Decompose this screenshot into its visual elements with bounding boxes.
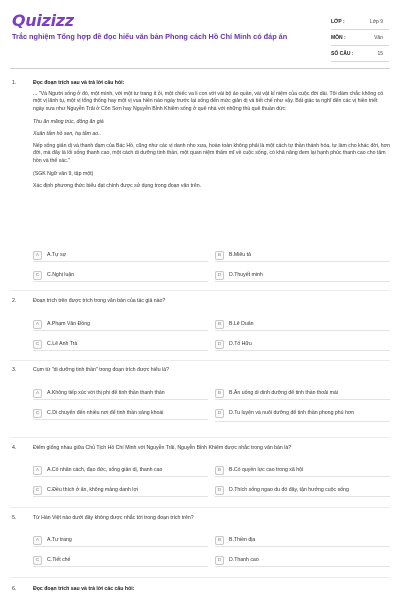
option-key-badge: C <box>33 556 42 565</box>
option-b[interactable]: B B.Ăn uống di dinh dưỡng để tinh thần thoải mái <box>215 387 390 400</box>
passage-paragraph: ... "Và Người sống ở đó, một mình, với một tư trang ít ỏi, một chiếc va li con với vài bộ áo quần, vài vật kỉ niệm của cuộc đời dài. Tôi dám chắc không có một vị lãnh tụ, một vị tổng thống hay một vị vua hiền nào ngày trước lại sống đến mức giản dị và tiết chế như vậy. Bất giác ta nghĩ đến các vị hiền triết ngày xưa như Nguyễn Trãi ở Côn Sơn hay Nguyễn Bỉnh Khiêm sống ở quê nhà với những thú quê thuần đức: <box>33 91 384 112</box>
option-key-badge: D <box>215 556 224 565</box>
question-divider <box>10 360 390 361</box>
option-a[interactable]: A A.Tư trang <box>33 534 208 547</box>
option-d[interactable]: D D.Tu luyện và nuôi dưỡng để tinh thần phong phú hơn <box>215 405 390 422</box>
question-prompt: Đoạn trích trên được trích trong văn bản của tác giả nào? <box>33 298 166 304</box>
question-prompt: Điểm giống nhau giữa Chủ Tịch Hồ Chí Minh với Nguyễn Trãi, Nguyễn Bỉnh Khiêm được nhắc trong văn bản là? <box>33 445 292 451</box>
option-key-badge: B <box>215 536 224 545</box>
option-key-badge: D <box>215 409 224 418</box>
option-key-badge: D <box>215 486 224 495</box>
option-d[interactable]: D D.Tố Hữu <box>215 338 390 351</box>
option-key-badge: A <box>33 536 42 545</box>
passage-verse: Thu ăn măng trúc, đông ăn giá <box>33 118 104 125</box>
page-title: Trắc nghiệm Tổng hợp đề đọc hiểu văn bản Phong cách Hồ Chí Minh có đáp án <box>12 32 288 41</box>
option-key-badge: D <box>215 271 224 280</box>
option-c[interactable]: C C.Tiết chế <box>33 554 208 567</box>
option-c[interactable]: C C.Đều thích ở ẩn, không màng danh lợi <box>33 484 208 497</box>
option-key-badge: A <box>33 466 42 475</box>
quiz-meta <box>331 14 389 62</box>
option-d[interactable]: D D.Thanh cao <box>215 554 390 567</box>
question-number: 6. <box>12 586 17 592</box>
option-key-badge: C <box>33 340 42 349</box>
option-b[interactable]: B B.Thiền địa <box>215 534 390 547</box>
question-number: 3. <box>12 367 17 373</box>
option-key-badge: D <box>215 340 224 349</box>
option-key-badge: B <box>215 320 224 329</box>
option-c[interactable]: C C.Lê Anh Trà <box>33 338 208 351</box>
option-a[interactable]: A A.Phạm Văn Đồng <box>33 318 208 331</box>
meta-question-count: SỐ CÂU : 15 <box>331 46 389 62</box>
question-divider <box>10 290 390 291</box>
header-divider <box>10 68 390 69</box>
option-d[interactable]: D D.Thuyết minh <box>215 269 390 282</box>
option-c[interactable]: C C.Di chuyển đến nhiều nơi để tinh thần sảng khoái <box>33 407 208 420</box>
question-prompt: Đọc đoạn trích sau và trả lời các câu hỏi: <box>33 586 135 592</box>
option-key-badge: B <box>215 251 224 260</box>
option-key-badge: A <box>33 251 42 260</box>
option-key-badge: B <box>215 466 224 475</box>
option-b[interactable]: B B.Lê Duẩn <box>215 318 390 331</box>
quizizz-logo: Quizizz <box>12 11 74 30</box>
question-prompt: Đọc đoạn trích sau và trả lời câu hỏi: <box>33 80 125 86</box>
meta-subject: MÔN : Văn <box>331 30 389 46</box>
question-divider <box>10 577 390 578</box>
option-b[interactable]: B B.Miêu tả <box>215 249 390 262</box>
question-number: 4. <box>12 445 17 451</box>
option-a[interactable]: A A.Không tiếp xúc với thị phi để tinh thần thanh thản <box>33 387 208 400</box>
option-key-badge: B <box>215 389 224 398</box>
option-key-badge: C <box>33 271 42 280</box>
option-c[interactable]: C C.Nghị luận <box>33 269 208 282</box>
option-b[interactable]: B B.Có quyền lực cao trong xã hội <box>215 464 390 477</box>
option-key-badge: A <box>33 389 42 398</box>
option-key-badge: C <box>33 486 42 495</box>
option-d[interactable]: D D.Thích sống ngao du đó đây, tận hưởng cuộc sống <box>215 484 390 497</box>
option-key-badge: C <box>33 409 42 418</box>
option-a[interactable]: A A.Có nhân cách, đạo đức, sống giản dị, thanh cao <box>33 464 208 477</box>
question-number: 1. <box>12 80 17 86</box>
question-number: 2. <box>12 298 17 304</box>
option-key-badge: A <box>33 320 42 329</box>
meta-grade: LỚP : Lớp 9 <box>331 14 389 30</box>
passage-verse: Xuân tắm hồ sen, hạ tắm ao.. <box>33 131 102 138</box>
passage-source: (SGK Ngữ văn 9, tập một) <box>33 170 94 177</box>
question-prompt: Từ Hán Việt nào dưới đây không được nhắc tới trong đoạn trích trên? <box>33 515 194 521</box>
question-prompt: Cụm từ "di dưỡng tinh thần" trong đoạn trích được hiểu là? <box>33 367 169 373</box>
question-ask: Xác định phương thức biểu đạt chính được sử dụng trong đoạn văn trên. <box>33 183 202 190</box>
question-number: 5. <box>12 515 17 521</box>
question-divider <box>10 437 390 438</box>
option-a[interactable]: A A.Tự sự <box>33 249 208 262</box>
question-divider <box>10 507 390 508</box>
passage-paragraph: Nếp sống giản dị và thanh đạm của Bác Hồ, cũng như các vị danh nho xưa, hoàn toàn không phải là một cách tự thần thánh hóa, tự làm cho khác đời, hơn đời, mà đây là lối sống thanh cao, một cách di dưỡng tinh thần, một quan niệm thẩm mĩ về cuộc sống, có khả năng đem lại hạnh phúc thanh cao cho tâm hồn và thể xác." <box>33 143 390 164</box>
